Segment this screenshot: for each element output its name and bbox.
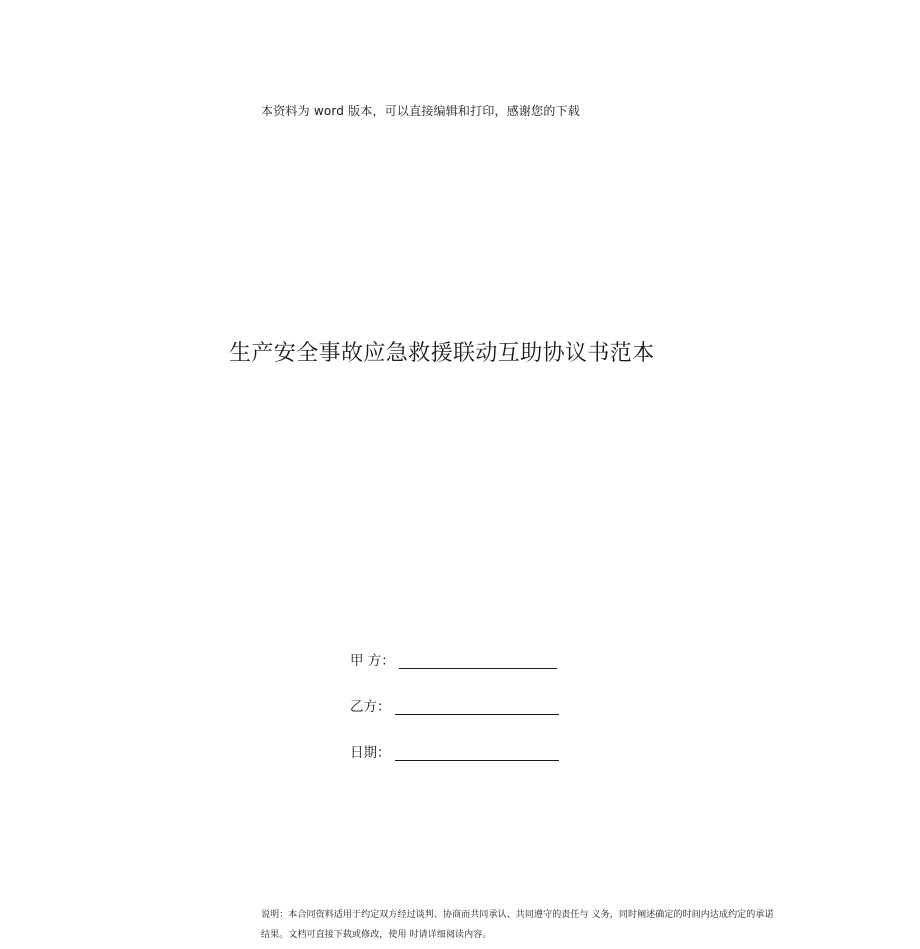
date-row <box>350 741 559 761</box>
footer-line-2: 结果。文档可直接下载或修改，使用 时请详细阅读内容。 <box>261 930 492 940</box>
party-b-label: 乙方： <box>350 699 391 715</box>
document-title: 生产安全事故应急救援联动互助协议书范本 <box>229 341 655 366</box>
party-a-label: 甲 方： <box>350 653 395 669</box>
header-note: 本资料为 word 版本，可以直接编辑和打印，感谢您的下载 <box>261 104 580 118</box>
footer-note <box>261 905 801 945</box>
date-label: 日期： <box>350 745 391 761</box>
party-a-blank[interactable] <box>399 654 557 669</box>
date-blank[interactable] <box>395 746 559 761</box>
footer-line-1: 说明：本合同资料适用于约定双方经过谈判、协商而共同承认、共同遵守的责任与 义务，同时阐述确定的时间内达成约定的承诺 <box>261 910 774 920</box>
party-a-row <box>350 649 557 669</box>
party-b-blank[interactable] <box>395 700 559 715</box>
party-b-row <box>350 695 559 715</box>
